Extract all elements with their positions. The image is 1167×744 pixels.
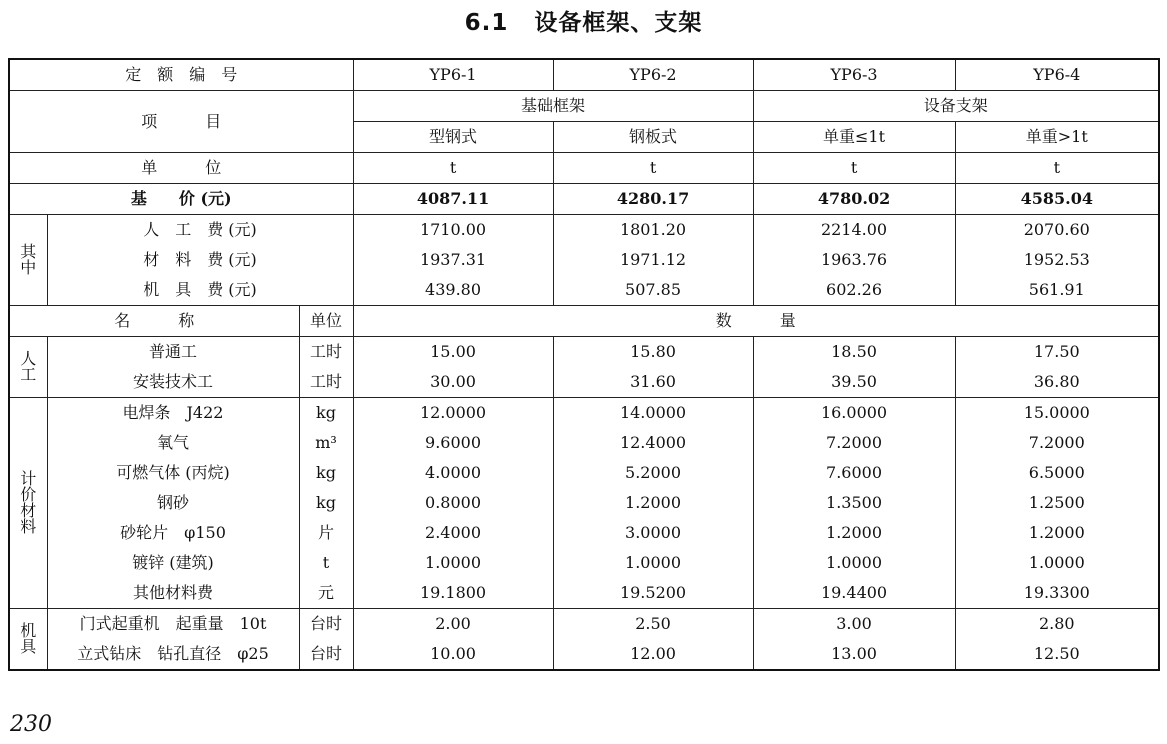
- quantity-cell: 16.0000: [753, 398, 955, 429]
- quantity-cell: 1.2000: [955, 518, 1159, 548]
- quantity-cell: 39.50: [753, 367, 955, 398]
- breakdown-value: 1963.76: [753, 245, 955, 275]
- quantity-cell: 1.0000: [353, 548, 553, 578]
- machine-row: [9, 609, 1159, 640]
- resource-unit: 台时: [299, 609, 353, 640]
- group-char: 机: [20, 621, 37, 640]
- group-cell: 基础框架: [353, 91, 753, 122]
- quantity-cell: 2.50: [553, 609, 753, 640]
- group-char: 其: [20, 242, 37, 261]
- base-price-value: 4280.17: [553, 184, 753, 215]
- base-price-value: 4087.11: [353, 184, 553, 215]
- breakdown-value: 1710.00: [353, 215, 553, 246]
- quantity-cell: 4.0000: [353, 458, 553, 488]
- unit-header: 单位: [299, 306, 353, 337]
- base-price-label: 基 价 (元): [9, 184, 353, 215]
- breakdown-value: 1952.53: [955, 245, 1159, 275]
- quantity-cell: 3.0000: [553, 518, 753, 548]
- breakdown-value: 2070.60: [955, 215, 1159, 246]
- unit-row: [9, 153, 1159, 184]
- resource-unit: m³: [299, 428, 353, 458]
- quantity-cell: 12.4000: [553, 428, 753, 458]
- group-char: 人: [20, 349, 37, 368]
- breakdown-row: [9, 215, 1159, 246]
- labor-group-label: [9, 337, 47, 398]
- material-row: [9, 548, 1159, 578]
- quantity-cell: 12.50: [955, 639, 1159, 670]
- resource-name: 电焊条 J422: [47, 398, 299, 429]
- quantity-cell: 13.00: [753, 639, 955, 670]
- quantity-cell: 1.2000: [553, 488, 753, 518]
- resource-name: 砂轮片 φ150: [47, 518, 299, 548]
- breakdown-label: 材 料 费 (元): [47, 245, 353, 275]
- unit-cell: t: [753, 153, 955, 184]
- detail-header-row: [9, 306, 1159, 337]
- quantity-cell: 7.2000: [955, 428, 1159, 458]
- quantity-cell: 3.00: [753, 609, 955, 640]
- quantity-cell: 9.6000: [353, 428, 553, 458]
- quantity-cell: 19.3300: [955, 578, 1159, 609]
- unit-cell: t: [955, 153, 1159, 184]
- quantity-cell: 15.00: [353, 337, 553, 368]
- item-group-row: [9, 91, 1159, 122]
- quantity-cell: 19.5200: [553, 578, 753, 609]
- quantity-cell: 6.5000: [955, 458, 1159, 488]
- code-cell: YP6-1: [353, 59, 553, 91]
- quantity-cell: 5.2000: [553, 458, 753, 488]
- quantity-cell: 14.0000: [553, 398, 753, 429]
- quantity-cell: 7.6000: [753, 458, 955, 488]
- quantity-cell: 36.80: [955, 367, 1159, 398]
- page-title: [0, 4, 1167, 37]
- material-row: [9, 458, 1159, 488]
- quantity-cell: 15.0000: [955, 398, 1159, 429]
- resource-unit: kg: [299, 398, 353, 429]
- materials-group-label: [9, 398, 47, 609]
- quantity-cell: 7.2000: [753, 428, 955, 458]
- breakdown-value: 1971.12: [553, 245, 753, 275]
- resource-name: 镀锌 (建筑): [47, 548, 299, 578]
- quantity-cell: 1.0000: [753, 548, 955, 578]
- code-label: 定 额 编 号: [9, 59, 353, 91]
- page-number: 230: [10, 712, 52, 737]
- group-char: 料: [20, 517, 37, 536]
- resource-name: 其他材料费: [47, 578, 299, 609]
- group-char: 价: [20, 485, 37, 504]
- breakdown-value: 507.85: [553, 275, 753, 306]
- base-price-value: 4585.04: [955, 184, 1159, 215]
- sub-cell: 单重≤1t: [753, 122, 955, 153]
- name-header: 名 称: [9, 306, 299, 337]
- group-cell: 设备支架: [753, 91, 1159, 122]
- group-char: 工: [20, 365, 37, 384]
- machine-row: [9, 639, 1159, 670]
- resource-name: 钢砂: [47, 488, 299, 518]
- resource-unit: 工时: [299, 367, 353, 398]
- quantity-cell: 1.2500: [955, 488, 1159, 518]
- resource-name: 安装技术工: [47, 367, 299, 398]
- group-char: 材: [20, 501, 37, 520]
- unit-cell: t: [553, 153, 753, 184]
- resource-unit: 元: [299, 578, 353, 609]
- breakdown-row: [9, 245, 1159, 275]
- quantity-cell: 19.1800: [353, 578, 553, 609]
- quantity-cell: 2.00: [353, 609, 553, 640]
- base-price-row: [9, 184, 1159, 215]
- resource-name: 普通工: [47, 337, 299, 368]
- base-price-value: 4780.02: [753, 184, 955, 215]
- quantity-cell: 17.50: [955, 337, 1159, 368]
- code-row: [9, 59, 1159, 91]
- breakdown-value: 2214.00: [753, 215, 955, 246]
- quantity-cell: 30.00: [353, 367, 553, 398]
- quantity-cell: 19.4400: [753, 578, 955, 609]
- quantity-cell: 1.0000: [553, 548, 753, 578]
- material-row: [9, 488, 1159, 518]
- quantity-cell: 12.0000: [353, 398, 553, 429]
- sub-cell: 型钢式: [353, 122, 553, 153]
- breakdown-value: 439.80: [353, 275, 553, 306]
- quantity-cell: 1.0000: [955, 548, 1159, 578]
- quantity-cell: 12.00: [553, 639, 753, 670]
- resource-unit: 工时: [299, 337, 353, 368]
- breakdown-value: 1801.20: [553, 215, 753, 246]
- quantity-cell: 0.8000: [353, 488, 553, 518]
- code-cell: YP6-4: [955, 59, 1159, 91]
- breakdown-group-label: [9, 215, 47, 306]
- unit-label: 单 位: [9, 153, 353, 184]
- breakdown-row: [9, 275, 1159, 306]
- quantity-header: 数 量: [353, 306, 1159, 337]
- breakdown-value: 1937.31: [353, 245, 553, 275]
- resource-unit: kg: [299, 458, 353, 488]
- quantity-cell: 15.80: [553, 337, 753, 368]
- material-row: [9, 398, 1159, 429]
- quantity-cell: 1.2000: [753, 518, 955, 548]
- resource-unit: kg: [299, 488, 353, 518]
- unit-cell: t: [353, 153, 553, 184]
- sub-cell: 单重>1t: [955, 122, 1159, 153]
- resource-name: 立式钻床 钻孔直径 φ25: [47, 639, 299, 670]
- item-label: 项 目: [9, 91, 353, 153]
- group-char: 计: [20, 469, 37, 488]
- breakdown-label: 机 具 费 (元): [47, 275, 353, 306]
- quota-table: [8, 58, 1160, 671]
- quantity-cell: 10.00: [353, 639, 553, 670]
- breakdown-label: 人 工 费 (元): [47, 215, 353, 246]
- material-row: [9, 578, 1159, 609]
- group-char: 具: [20, 637, 37, 656]
- group-char: 中: [20, 258, 37, 277]
- sub-cell: 钢板式: [553, 122, 753, 153]
- code-cell: YP6-2: [553, 59, 753, 91]
- section-number: 6.1: [464, 10, 509, 36]
- quantity-cell: 18.50: [753, 337, 955, 368]
- machines-group-label: [9, 609, 47, 671]
- resource-unit: 台时: [299, 639, 353, 670]
- breakdown-value: 561.91: [955, 275, 1159, 306]
- resource-name: 门式起重机 起重量 10t: [47, 609, 299, 640]
- quantity-cell: 31.60: [553, 367, 753, 398]
- resource-unit: 片: [299, 518, 353, 548]
- code-cell: YP6-3: [753, 59, 955, 91]
- quantity-cell: 2.4000: [353, 518, 553, 548]
- labor-row: [9, 367, 1159, 398]
- resource-unit: t: [299, 548, 353, 578]
- material-row: [9, 428, 1159, 458]
- breakdown-value: 602.26: [753, 275, 955, 306]
- quantity-cell: 1.3500: [753, 488, 955, 518]
- quantity-cell: 2.80: [955, 609, 1159, 640]
- resource-name: 可燃气体 (丙烷): [47, 458, 299, 488]
- section-title: 设备框架、支架: [534, 10, 703, 36]
- material-row: [9, 518, 1159, 548]
- resource-name: 氧气: [47, 428, 299, 458]
- labor-row: [9, 337, 1159, 368]
